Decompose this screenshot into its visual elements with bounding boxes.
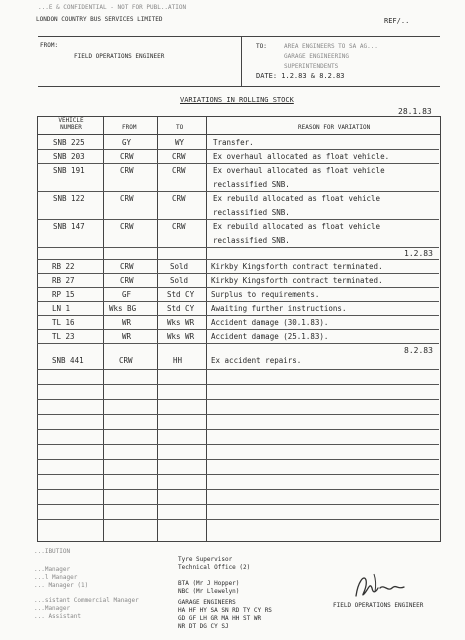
vehicle-cell: SNB 225 [53, 138, 85, 147]
empty-row-rule [37, 399, 439, 400]
vehicle-cell: SNB 203 [53, 152, 85, 161]
reason-cell: Kirkby Kingsforth contract terminated. [211, 276, 383, 285]
empty-row-rule [37, 384, 439, 385]
empty-row-rule [37, 414, 439, 415]
reason-cell-cont: reclassified SNB. [213, 236, 290, 245]
reason-cell: Ex rebuild allocated as float vehicle [213, 222, 381, 231]
reason-cell: Awaiting further instructions. [211, 304, 347, 313]
table-bottom-rule [37, 541, 440, 542]
table-right-edge [440, 116, 441, 542]
date-line: DATE: 1.2.83 & 8.2.83 [256, 72, 345, 80]
from-cell: GF [122, 290, 132, 299]
vehicle-cell: RB 22 [52, 262, 75, 271]
empty-row-rule [37, 519, 439, 520]
reference: REF/.. [384, 17, 410, 25]
to-label: TO: [256, 43, 267, 50]
date-group-1: 28.1.83 [398, 107, 432, 116]
reason-cell: Kirkby Kingsforth contract terminated. [211, 262, 383, 271]
empty-row-rule [37, 444, 439, 445]
to-cell: Wks WR [167, 318, 195, 327]
from-cell: CRW [120, 262, 134, 271]
from-cell: WR [122, 318, 132, 327]
distribution-line: ...Manager [34, 566, 71, 573]
vehicle-cell: SNB 147 [53, 222, 85, 231]
to-cell: CRW [172, 152, 186, 161]
header-reason: REASON FOR VARIATION [298, 124, 371, 131]
distribution-line: HA HF HY SA SN RD TY CY RS [178, 607, 272, 614]
from-cell: WR [122, 332, 132, 341]
reason-cell-cont: reclassified SNB. [213, 208, 290, 217]
to-line-1: AREA ENGINEERS TO SA AG... [284, 43, 378, 50]
reason-cell: Ex overhaul allocated as float vehicle [213, 166, 385, 175]
distribution-line: NBC (Mr Llewelyn) [178, 588, 240, 595]
distribution-line: ...sistant Commercial Manager [34, 597, 139, 604]
vehicle-cell: TL 23 [52, 332, 75, 341]
reason-cell: Ex overhaul allocated as float vehicle. [213, 152, 390, 161]
header-divider [241, 36, 242, 86]
vehicle-cell: LN 1 [52, 304, 71, 313]
from-cell: CRW [120, 222, 134, 231]
classification-line: ...E & CONFIDENTIAL - NOT FOR PUBL..ATION [38, 4, 187, 11]
from-cell: CRW [120, 166, 134, 175]
header-vehicle: VEHICLE NUMBER [58, 117, 84, 131]
distribution-line: NR DT DG CY SJ [178, 623, 229, 630]
from-cell: GY [122, 138, 132, 147]
to-cell: Std CY [167, 304, 195, 313]
from-value: FIELD OPERATIONS ENGINEER [74, 53, 165, 60]
header-bottom-rule [37, 134, 440, 135]
distribution-heading: ...IBUTION [34, 548, 71, 555]
distribution-line: ...Manager [34, 605, 71, 612]
distribution-line: Technical Office (2) [178, 564, 251, 571]
from-cell: CRW [120, 276, 134, 285]
header-rule-top [38, 36, 440, 37]
from-cell: Wks BG [109, 304, 137, 313]
document-title: VARIATIONS IN ROLLING STOCK [180, 96, 294, 104]
reason-cell: Transfer. [213, 138, 254, 147]
to-cell: CRW [172, 166, 186, 175]
distribution-line: ... Assistant [34, 613, 81, 620]
header-rule-bottom [38, 86, 440, 87]
empty-row-rule [37, 429, 439, 430]
vehicle-cell: SNB 441 [52, 356, 84, 365]
header-to: TO [176, 124, 184, 131]
to-line-3: SUPERINTENDENTS [284, 63, 339, 70]
reason-cell-cont: reclassified SNB. [213, 180, 290, 189]
vehicle-cell: TL 16 [52, 318, 75, 327]
vehicle-cell: RP 15 [52, 290, 75, 299]
distribution-line: Tyre Supervisor [178, 556, 233, 563]
signature-image [350, 570, 410, 604]
distribution-line: GARAGE ENGINEERS [178, 599, 236, 606]
empty-row-rule [37, 474, 439, 475]
to-cell: CRW [172, 194, 186, 203]
reason-cell: Accident damage (25.1.83). [211, 332, 329, 341]
company-name: LONDON COUNTRY BUS SERVICES LIMITED [36, 16, 163, 23]
date-group-2: 1.2.83 [404, 249, 433, 258]
table-top-rule [37, 116, 440, 117]
empty-row-rule [37, 459, 439, 460]
distribution-line: BTA (Mr J Hopper) [178, 580, 240, 587]
empty-row-rule [37, 489, 439, 490]
to-cell: CRW [172, 222, 186, 231]
to-line-2: GARAGE ENGINEERING [284, 53, 350, 60]
to-cell: WY [175, 138, 185, 147]
from-cell: CRW [120, 152, 134, 161]
vehicle-cell: SNB 122 [53, 194, 85, 203]
distribution-line: ... Manager (1) [34, 582, 89, 589]
from-cell: CRW [120, 194, 134, 203]
to-cell: Wks WR [167, 332, 195, 341]
to-cell: Std CY [167, 290, 195, 299]
from-label: FROM: [40, 42, 59, 49]
from-cell: CRW [119, 356, 133, 365]
reason-cell: Surplus to requirements. [211, 290, 320, 299]
to-cell: HH [173, 356, 183, 365]
empty-row-rule [37, 504, 439, 505]
reason-cell: Ex accident repairs. [211, 356, 302, 365]
distribution-line: ...l Manager [34, 574, 78, 581]
to-cell: Sold [170, 262, 189, 271]
signature-caption: FIELD OPERATIONS ENGINEER [333, 602, 424, 609]
distribution-line: GD GF LH GR MA HH ST WR [178, 615, 262, 622]
reason-cell: Accident damage (30.1.83). [211, 318, 329, 327]
vehicle-cell: RB 27 [52, 276, 75, 285]
to-cell: Sold [170, 276, 189, 285]
vehicle-cell: SNB 191 [53, 166, 85, 175]
date-group-3: 8.2.83 [404, 346, 433, 355]
header-from: FROM [122, 124, 137, 131]
reason-cell: Ex rebuild allocated as float vehicle [213, 194, 381, 203]
